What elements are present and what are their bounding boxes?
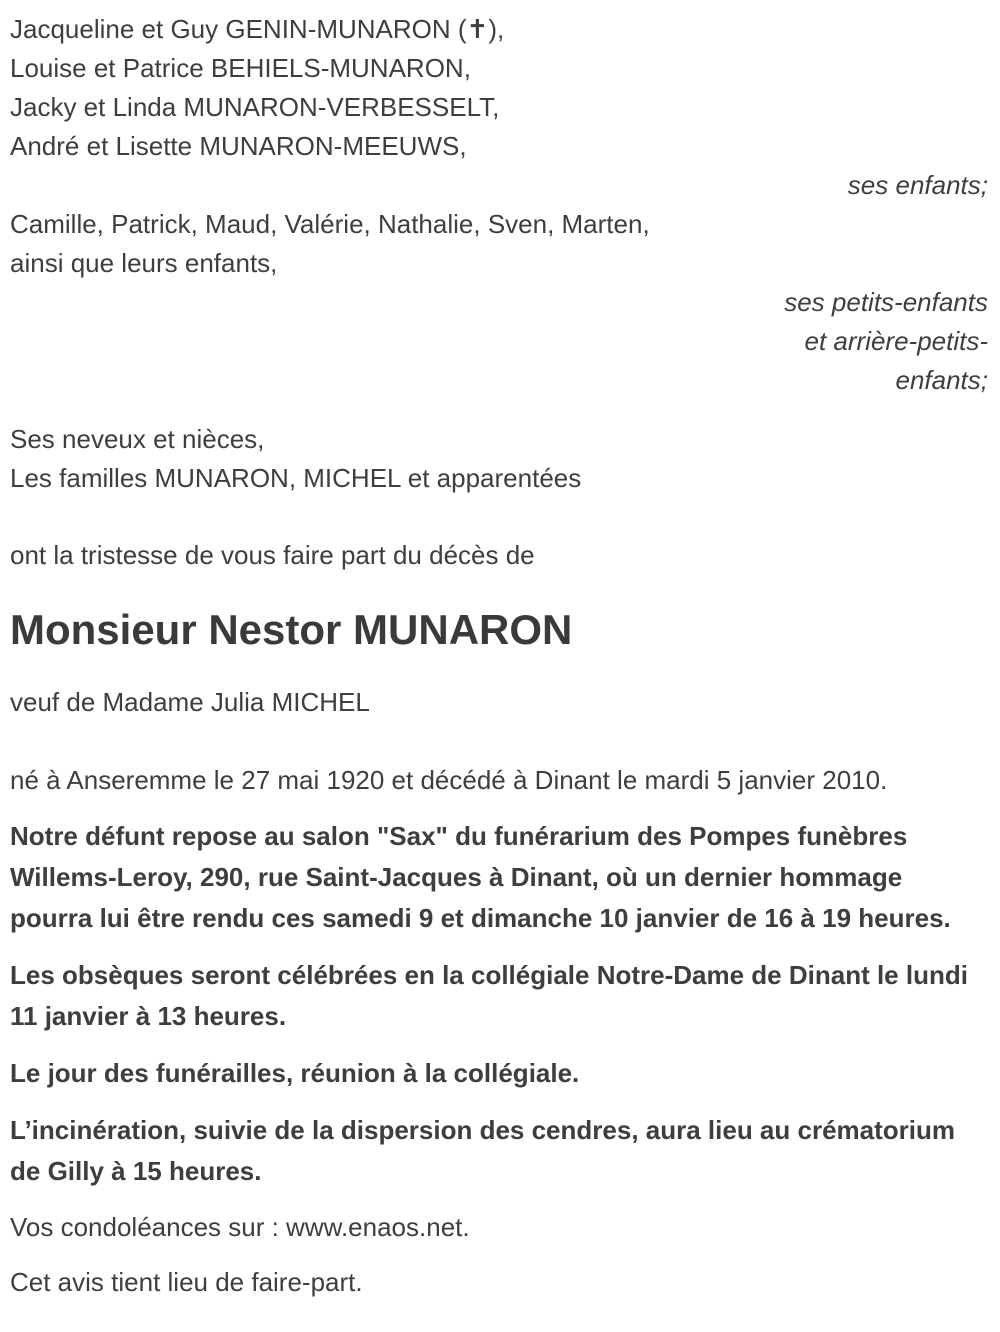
cremation-paragraph: L’incinération, suivie de la dispersion des cendres, aura lieu au crématorium de Gilly à 15 heures. (10, 1115, 955, 1186)
grandchildren-line-2: ainsi que leurs enfants, (10, 248, 278, 278)
relation-label-grandchildren-1: ses petits-enfants (784, 287, 988, 317)
notice-paragraph: Cet avis tient lieu de faire-part. (10, 1267, 363, 1297)
relation-label-children: ses enfants; (847, 170, 988, 200)
intro-line: ont la tristesse de vous faire part du décès de (10, 540, 535, 570)
birth-death-paragraph: né à Anseremme le 27 mai 1920 et décédé à Dinant le mardi 5 janvier 2010. (10, 765, 888, 795)
family-line-1: Jacqueline et Guy GENIN-MUNARON (✝), (10, 14, 505, 44)
family-line-2: Louise et Patrice BEHIELS-MUNARON, (10, 53, 471, 83)
family-line-3: Jacky et Linda MUNARON-VERBESSELT, (10, 92, 500, 122)
gathering-paragraph: Le jour des funérailles, réunion à la collégiale. (10, 1058, 580, 1088)
widower-line: veuf de Madame Julia MICHEL (10, 687, 370, 717)
repose-paragraph: Notre défunt repose au salon "Sax" du funérarium des Pompes funèbres Willems-Leroy, 290, rue Saint-Jacques à Dinant, où un dernier hommage pourra lui être rendu ces samedi 9 et dimanche 10 janvier de 16 à 19 heures. (10, 821, 951, 933)
deceased-name-heading: Monsieur Nestor MUNARON (10, 606, 573, 653)
funeral-paragraph: Les obsèques seront célébrées en la collégiale Notre-Dame de Dinant le lundi 11 janvier à 13 heures. (10, 960, 968, 1031)
relatives-line-1: Ses neveux et nièces, (10, 424, 265, 454)
relation-label-grandchildren-2: et arrière-petits- (804, 326, 988, 356)
grandchildren-line-1: Camille, Patrick, Maud, Valérie, Nathalie, Sven, Marten, (10, 209, 650, 239)
condolences-paragraph: Vos condoléances sur : www.enaos.net. (10, 1212, 470, 1242)
family-line-4: André et Lisette MUNARON-MEEUWS, (10, 131, 467, 161)
relatives-line-2: Les familles MUNARON, MICHEL et apparentées (10, 463, 582, 493)
relation-label-grandchildren-3: enfants; (895, 365, 988, 395)
